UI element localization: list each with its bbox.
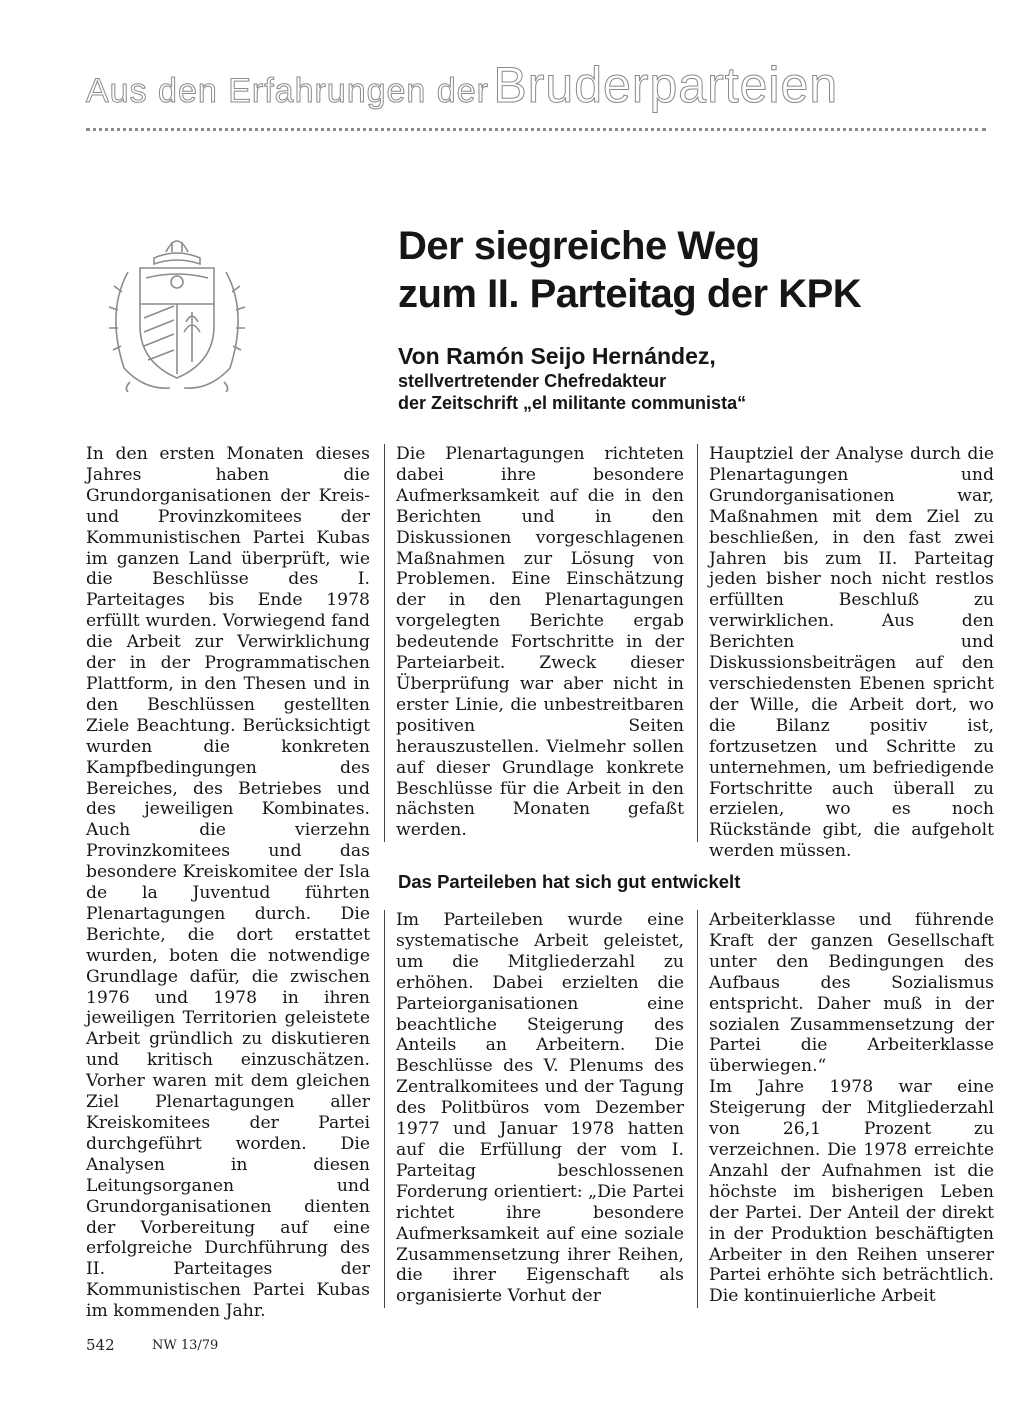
column-rule-1-bottom — [384, 910, 385, 1308]
column-3-bottom-paragraph-1: Arbeiterklasse und führende Kraft der ganzen Gesellschaft unter den Bedingungen des Aufbaus des Sozialismus entspricht. Daher muß in der sozialen Zusammensetzung der Partei die Arbeiterklasse überwiegen.“ — [709, 910, 994, 1077]
section-header — [86, 56, 986, 116]
column-rule-2-top — [697, 444, 698, 842]
section-header-prefix: Aus den Erfahrungen der — [86, 72, 489, 110]
column-3-top-text: Hauptziel der Analyse durch die Plenartagungen und Grundorganisationen war, Maßnahmen mit dem Ziel zu beschließen, in den fast zwei Jahren bis zum II. Parteitag jeden bisher noch nicht restlos erfüllten Beschluß zu verwirklichen. Aus den Berichten und Diskussionsbeiträgen auf den verschiedensten Ebenen spricht der Wille, die Arbeit dort, wo die Bilanz positiv ist, fortzusetzen und Schritte zu unternehmen, um befriedigende Fortschritte auch überall zu erzielen, wo es noch Rückstände gibt, die aufgeholt werden müssen. — [709, 444, 994, 862]
section-header-title: Bruderparteien — [493, 57, 839, 113]
issue-label: NW 13/79 — [152, 1338, 219, 1353]
byline-role-2: der Zeitschrift „el militante communista“ — [398, 393, 747, 413]
column-1-text: In den ersten Monaten dieses Jahres haben die Grundorganisationen der Kreis- und Provinzkomitees der Kommunistischen Partei Kubas im ganzen Land überprüft, wie die Beschlüsse des I. Parteitages bis Ende 1978 erfüllt wurden. Vorwiegend fand die Arbeit zur Verwirklichung der in der Programmatischen Plattform, in den Thesen und in den Beschlüssen gestellten Ziele Beachtung. Berücksichtigt wurden die konkreten Kampfbedingungen des Bereiches, des Betriebes und des jeweiligen Kombinates. Auch die vierzehn Provinzkomitees und das besondere Kreiskomitee der Isla de la Juventud führten Plenartagungen durch. Die Berichte, die dort erstattet wurden, boten die notwendige Grundlage dafür, die zwischen 1976 und 1978 in ihren jeweiligen Territorien geleistete Arbeit gründlich zu diskutieren und kritisch einzuschätzen. Vorher waren mit dem gleichen Ziel Plenartagungen aller Kreiskomitees der Partei durchgeführt worden. Die Analysen in diesen Leitungsorganen und Grundorganisationen dienten der Vorbereitung auf eine erfolgreiche Durchführung des II. Parteitages der Kommunistischen Partei Kubas im kommenden Jahr. — [86, 444, 370, 1322]
column-rule-2-bottom — [697, 910, 698, 1308]
column-3-bottom — [709, 910, 994, 1307]
byline — [398, 342, 998, 414]
byline-author: Von Ramón Seijo Hernández, — [398, 343, 716, 369]
column-rule-1-top — [384, 444, 385, 842]
column-2-top-text: Die Plenartagungen richteten dabei ihre besondere Aufmerksamkeit auf die in den Berichten und in den Diskussionen vorgeschlagenen Maßnahmen zur Lösung von Problemen. Eine Einschätzung der in den Plenartagungen vorgelegten Berichte ergab bedeutende Fortschritte in der Parteiarbeit. Zweck dieser Überprüfung war aber nicht in erster Linie, die unbestreitbaren positiven Seiten herauszustellen. Vielmehr sollen auf dieser Grundlage konkrete Beschlüsse für die Arbeit in den nächsten Monaten gefaßt werden. — [396, 444, 684, 841]
column-2-bottom-text: Im Parteileben wurde eine systematische Arbeit geleistet, um die Mitgliederzahl zu erhöhen. Dabei erzielten die Parteiorganisationen eine beachtliche Steigerung des Anteils an Arbeitern. Die Beschlüsse des V. Plenums des Zentralkomitees und der Tagung des Politbüros vom Dezember 1977 und Januar 1978 hatten auf die Erfüllung der vom I. Parteitag beschlossenen Forderung orientiert: „Die Partei richtet ihre besondere Aufmerksamkeit auf eine soziale Zusammensetzung ihrer Reihen, die ihrer Eigenschaft als organisierte Vorhut der — [396, 910, 684, 1307]
headline-line-2: zum II. Parteitag der KPK — [398, 272, 862, 316]
page-number: 542 — [86, 1336, 115, 1354]
column-3-bottom-paragraph-2: Im Jahre 1978 war eine Steigerung der Mitgliederzahl von 26,1 Prozent zu verzeichnen. Die 1978 erreichte Anzahl der Aufnahmen ist die höchste im bisherigen Leben der Partei. Der Anteil der direkt in der Produktion beschäftigten Arbeiter in den Reihen unserer Partei erhöhte sich beträchtlich. Die kontinuierliche Arbeit — [709, 1077, 994, 1307]
subheading: Das Parteileben hat sich gut entwickelt — [398, 871, 741, 892]
article-headline — [398, 222, 998, 318]
headline-line-1: Der siegreiche Weg — [398, 224, 760, 268]
header-rule — [86, 128, 986, 131]
byline-role-1: stellvertretender Chefredakteur — [398, 371, 667, 391]
cuban-coat-of-arms-icon — [88, 222, 266, 392]
